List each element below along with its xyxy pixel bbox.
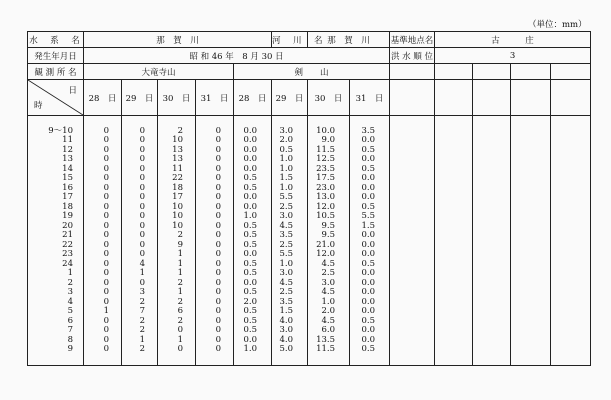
rainfall-value: 0.0 [361,296,376,307]
rainfall-value: 4.0 [279,334,293,345]
corner-hour: 時 [34,101,43,111]
rainfall-value: 1.0 [279,182,293,193]
rainfall-value: 0 [103,154,109,164]
rainfall-value: 0.0 [361,173,376,183]
hour-label: 23 [62,249,73,259]
rainfall-value: 0 [139,135,145,145]
rainfall-value: 1.0 [243,211,257,221]
rainfall-value: 0.0 [243,154,257,164]
unit-label: （単位：mm） [528,20,587,30]
rainfall-value: 11.5 [316,144,335,155]
rainfall-value: 0.5 [361,144,376,155]
s1-col-29 [122,116,158,366]
station-1-name: 大竜寺山 [84,64,234,80]
rainfall-value: 0 [103,182,109,193]
hour-label: 1 [67,268,73,278]
s2-day-28: 28 日 [234,80,272,116]
rainfall-value: 2.5 [279,201,293,212]
rainfall-value: 0.0 [361,334,376,345]
rainfall-value: 2 [139,315,145,326]
rainfall-value: 5.5 [279,192,293,202]
hour-label: 14 [62,163,73,174]
rainfall-value: 0 [215,182,221,193]
rainfall-value: 0 [103,296,109,307]
rainfall-value: 0 [139,277,145,288]
rainfall-value: 1.0 [279,163,293,174]
rainfall-value: 0 [103,173,109,183]
rainfall-value: 13 [172,154,183,164]
rainfall-value: 0.0 [361,268,376,278]
rainfall-value: 0.0 [361,135,376,145]
rainfall-value: 0 [139,192,145,202]
rainfall-value: 10 [172,135,183,145]
rainfall-value: 4.5 [321,315,335,326]
rainfall-value: 11 [172,163,183,174]
rainfall-value: 0 [215,258,221,269]
rainfall-value: 0.5 [361,163,376,174]
rainfall-value: 4.5 [279,277,293,288]
rainfall-value: 1.0 [243,344,257,354]
rank-label: 洪 水 順 位 [390,48,435,64]
rainfall-value: 0 [215,287,221,297]
rainfall-value: 10 [172,201,183,212]
rainfall-value: 0 [215,239,221,250]
rainfall-value: 0 [215,154,221,164]
rainfall-value: 0.5 [243,220,257,231]
rainfall-value: 2 [177,125,183,136]
hour-label: 6 [67,315,73,326]
rainfall-value: 2.0 [321,306,335,316]
date-label: 発生年月日 [28,48,84,64]
suikei-label: 水 系 名 [28,32,84,48]
s2-col-30 [308,116,350,366]
rainfall-value: 0.0 [243,135,257,145]
rainfall-value: 0 [177,325,183,335]
rainfall-value: 9 [177,239,183,250]
rainfall-value: 2 [139,296,145,307]
rainfall-value: 0 [215,277,221,288]
s1-day-29: 29 日 [122,80,158,116]
rainfall-value: 0.0 [361,277,376,288]
rainfall-value: 3.0 [321,277,335,288]
s1-day-28: 28 日 [84,80,122,116]
rainfall-value: 0 [103,230,109,240]
hour-label: 16 [62,182,73,193]
rainfall-value: 9.5 [321,230,335,240]
rainfall-value: 0.5 [243,182,257,193]
rainfall-value: 0 [139,230,145,240]
rainfall-value: 1 [139,334,145,345]
rainfall-value: 0 [215,173,221,183]
hour-label: 8 [67,334,73,345]
rainfall-value: 0 [139,220,145,231]
suikei-value: 那 賀 川 [84,32,272,48]
rainfall-value: 13 [172,144,183,155]
rainfall-value: 0 [215,306,221,316]
rainfall-value: 0 [103,325,109,335]
rainfall-value: 0.0 [243,144,257,155]
hour-label: 11 [62,135,73,145]
rainfall-value: 0 [103,268,109,278]
rainfall-value: 4.5 [321,287,335,297]
station-label: 観 測 所 名 [28,64,84,80]
rainfall-value: 1 [177,249,183,259]
rainfall-value: 6.0 [321,325,335,335]
rainfall-value: 1.5 [279,306,293,316]
rainfall-value: 0 [215,211,221,221]
rainfall-value: 0 [139,173,145,183]
rainfall-value: 21.0 [316,239,335,250]
rank-value: 3 [435,48,591,64]
s2-col-29 [272,116,308,366]
rainfall-value: 1.0 [321,296,335,307]
rainfall-value: 0 [215,201,221,212]
corner-cell [28,80,84,116]
rainfall-value: 0.0 [361,287,376,297]
rainfall-value: 0 [103,144,109,155]
rainfall-value: 0 [103,334,109,345]
rainfall-value: 0 [103,220,109,231]
rainfall-value: 3.0 [279,125,293,136]
rainfall-value: 3 [139,287,145,297]
rainfall-value: 0 [215,344,221,354]
rainfall-value: 0 [139,182,145,193]
rainfall-value: 2 [177,277,183,288]
rainfall-value: 0 [139,249,145,259]
s1-day-30: 30 日 [158,80,196,116]
hour-label: 22 [62,239,73,250]
rainfall-value: 0.0 [361,154,376,164]
date-value: 昭 和 46 年 8 月 30 日 [84,48,390,64]
rainfall-value: 1.5 [279,173,293,183]
hour-label: 21 [62,230,73,240]
hour-label: 17 [62,192,73,202]
rainfall-value: 0.0 [243,334,257,345]
rainfall-value: 0 [103,277,109,288]
rainfall-value: 0 [215,144,221,155]
kijun-value: 古 庄 [435,32,591,48]
rainfall-value: 10.5 [316,211,335,221]
rainfall-value: 1 [177,258,183,269]
rainfall-value: 0 [215,334,221,345]
rainfall-value: 0.5 [243,230,257,240]
rainfall-value: 11.5 [316,344,335,354]
rainfall-value: 9.5 [321,220,335,231]
rainfall-value: 0 [139,154,145,164]
rainfall-value: 4.5 [279,220,293,231]
kasen-label: 河 川 名 [272,32,308,48]
rainfall-value: 0.5 [243,306,257,316]
rainfall-value: 3.0 [279,211,293,221]
s2-day-31: 31 日 [350,80,390,116]
rainfall-value: 2.5 [321,268,335,278]
rainfall-value: 2 [177,296,183,307]
hour-label: 15 [62,173,73,183]
rainfall-value: 0.5 [243,268,257,278]
rainfall-value: 0.0 [243,201,257,212]
rainfall-value: 6 [177,306,183,316]
rainfall-value: 2 [177,315,183,326]
rainfall-value: 2.5 [279,287,293,297]
rainfall-value: 1.0 [279,154,293,164]
hour-label: 9 [67,344,73,354]
rainfall-value: 1 [177,287,183,297]
rainfall-value: 0.0 [243,163,257,174]
rainfall-value: 0 [215,163,221,174]
rainfall-value: 0 [103,315,109,326]
rainfall-value: 1.0 [279,258,293,269]
hour-label: 12 [62,144,73,155]
hour-label: 9～10 [48,125,73,136]
rainfall-value: 2 [139,344,145,354]
rainfall-value: 12.5 [316,154,335,164]
rainfall-value: 4.5 [321,258,335,269]
rainfall-value: 0.0 [361,182,376,193]
rainfall-value: 0 [215,325,221,335]
s2-col-28 [234,116,272,366]
rainfall-value: 0.5 [243,239,257,250]
rainfall-value: 0 [139,201,145,212]
rainfall-value: 1 [177,334,183,345]
station-2-name: 剣 山 [234,64,390,80]
rainfall-value: 2.5 [279,239,293,250]
rainfall-value: 23.5 [316,163,335,174]
rainfall-value: 0.0 [361,230,376,240]
rainfall-value: 0.5 [243,258,257,269]
rainfall-value: 4 [139,258,145,269]
rainfall-value: 0 [103,239,109,250]
rainfall-value: 0.5 [243,315,257,326]
rainfall-value: 0 [215,192,221,202]
rainfall-value: 4.0 [279,315,293,326]
rainfall-value: 0 [215,125,221,136]
rainfall-value: 0 [103,163,109,174]
s1-col-28 [84,116,122,366]
rainfall-value: 0.0 [361,325,376,335]
rainfall-value: 0.0 [243,277,257,288]
rainfall-value: 0.0 [361,249,376,259]
hour-label: 5 [67,306,73,316]
rainfall-value: 0 [215,230,221,240]
rainfall-value: 0.0 [361,306,376,316]
rainfall-value: 0 [139,211,145,221]
rainfall-table [27,31,591,366]
rainfall-value: 0.0 [361,239,376,250]
hour-label: 24 [62,258,73,269]
rainfall-value: 5.5 [361,211,376,221]
rainfall-value: 0 [139,239,145,250]
rainfall-value: 0 [103,135,109,145]
rainfall-value: 1 [177,268,183,278]
rainfall-value: 3.0 [279,325,293,335]
rainfall-value: 0 [139,125,145,136]
rainfall-value: 10 [172,220,183,231]
rainfall-value: 0 [103,211,109,221]
s1-day-31: 31 日 [196,80,234,116]
rainfall-value: 1 [139,268,145,278]
rainfall-value: 10 [172,211,183,221]
rainfall-value: 9.0 [321,135,335,145]
rainfall-value: 2.0 [279,135,293,145]
rainfall-value: 0 [215,296,221,307]
rainfall-value: 1 [103,306,109,316]
rainfall-value: 17.5 [316,173,335,183]
rainfall-value: 7 [139,306,145,316]
hour-label: 19 [62,211,73,221]
rainfall-value: 0.5 [243,287,257,297]
rainfall-value: 0.5 [361,344,376,354]
rainfall-value: 12.0 [316,201,335,212]
rainfall-value: 0.5 [361,201,376,212]
rainfall-value: 0 [103,201,109,212]
s1-col-30 [158,116,196,366]
rainfall-value: 0 [103,125,109,136]
kasen-value: 那 賀 川 [308,32,390,48]
rainfall-value: 0.5 [243,173,257,183]
rainfall-value: 23.0 [316,182,335,193]
rainfall-value: 0.5 [243,325,257,335]
rainfall-value: 0.5 [361,315,376,326]
rainfall-value: 3.5 [279,230,293,240]
rainfall-value: 0.5 [279,144,293,155]
rainfall-value: 0 [215,135,221,145]
rainfall-value: 2.0 [243,296,257,307]
hour-label: 2 [67,277,73,288]
rainfall-value: 2 [177,230,183,240]
hour-label: 18 [62,201,73,212]
rainfall-value: 0 [103,258,109,269]
hours-column [28,116,84,366]
rainfall-value: 0 [177,344,183,354]
rainfall-value: 0.0 [243,125,257,136]
rainfall-value: 3.5 [361,125,376,136]
s2-col-31 [350,116,390,366]
rainfall-value: 0 [103,192,109,202]
hour-label: 13 [62,154,73,164]
hour-label: 7 [67,325,73,335]
rainfall-value: 0 [103,344,109,354]
hour-label: 20 [62,220,73,231]
rainfall-value: 0 [215,220,221,231]
rainfall-value: 5.5 [279,249,293,259]
rainfall-value: 1.5 [361,220,376,231]
s2-day-30: 30 日 [308,80,350,116]
rainfall-value: 0 [103,249,109,259]
kijun-label: 基準地点名 [390,32,435,48]
rainfall-value: 0 [139,144,145,155]
s2-day-29: 29 日 [272,80,308,116]
rainfall-value: 0.0 [243,192,257,202]
rainfall-value: 0 [215,315,221,326]
rainfall-value: 0.0 [361,192,376,202]
rainfall-value: 0 [139,163,145,174]
rainfall-value: 3.5 [279,296,293,307]
rainfall-value: 13.5 [316,334,335,345]
rainfall-value: 12.0 [316,249,335,259]
hour-label: 4 [67,296,73,307]
rainfall-value: 18 [172,182,183,193]
rainfall-value: 5.0 [279,344,293,354]
rainfall-value: 0 [103,287,109,297]
rainfall-value: 17 [172,192,183,202]
rainfall-value: 10.0 [316,125,335,136]
hour-label: 3 [67,287,73,297]
rainfall-value: 13.0 [316,192,335,202]
rainfall-value: 0 [215,268,221,278]
rainfall-value: 3.0 [279,268,293,278]
corner-day: 日 [68,86,77,96]
s1-col-31 [196,116,234,366]
rainfall-value: 0 [215,249,221,259]
rainfall-value: 22 [172,173,183,183]
rainfall-value: 2 [139,325,145,335]
rainfall-value: 0.5 [361,258,376,269]
rainfall-value: 0.0 [243,249,257,259]
